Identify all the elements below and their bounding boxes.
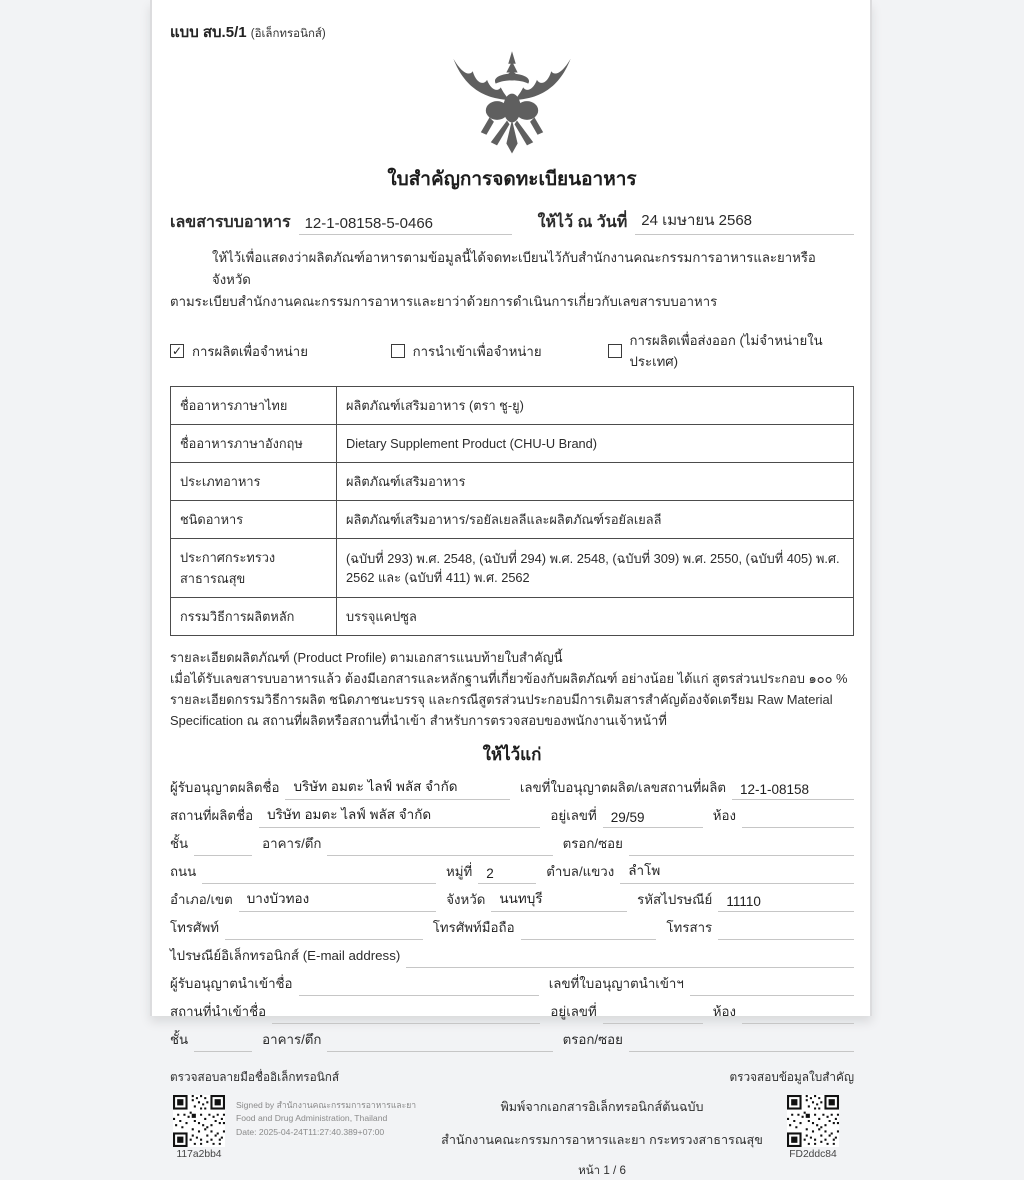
checkbox-label: การนำเข้าเพื่อจำหน่าย — [412, 343, 542, 359]
checkbox-produce-for-sale — [170, 341, 391, 362]
import-room-value — [742, 1021, 854, 1024]
house-no-label: อยู่เลขที่ — [550, 807, 597, 823]
form-code — [170, 20, 854, 44]
building-value — [327, 853, 552, 856]
field-row-phone — [170, 913, 854, 940]
verify-signature-label: ตรวจสอบลายมือชื่ออิเล็กทรอนิกส์ — [170, 1069, 340, 1084]
footer-right — [784, 1095, 854, 1160]
checkbox-import-for-sale — [391, 341, 608, 362]
notes-section — [170, 648, 854, 732]
alley-label: ตรอก/ซอย — [562, 835, 623, 851]
import-floor-label: ชั้น — [170, 1031, 189, 1047]
grant-heading: ให้ไว้แก่ — [482, 744, 542, 764]
product-details-table — [170, 386, 854, 636]
checkbox-label: การผลิตเพื่อจำหน่าย — [192, 343, 308, 359]
license-no-label: เลขที่ใบอนุญาตผลิต/เลขสถานที่ผลิต — [519, 779, 726, 795]
table-row — [171, 387, 854, 425]
field-row-producer — [170, 773, 854, 800]
floor-label: ชั้น — [170, 835, 189, 851]
province-label: จังหวัด — [446, 891, 486, 907]
row-value: ผลิตภัณฑ์เสริมอาหาร/รอยัลเยลลีและผลิตภัณฑ์รอยัลเยลลี — [337, 501, 854, 539]
building-label: อาคาร/ตึก — [262, 835, 322, 851]
table-row — [171, 425, 854, 463]
subdistrict-value: ลำโพ — [620, 859, 854, 884]
verify-captions — [170, 1068, 854, 1087]
form-code-suffix: (อิเล็กทรอนิกส์) — [250, 28, 326, 40]
signed-line-1: Signed by สำนักงานคณะกรรมการอาหารและยา — [236, 1099, 417, 1110]
table-row — [171, 539, 854, 598]
site-name-value: บริษัท อมตะ ไลฟ์ พลัส จำกัด — [259, 803, 540, 828]
alley-value — [629, 853, 854, 856]
document-page — [150, 0, 872, 1177]
signed-line-2: Food and Drug Administration, Thailand — [236, 1113, 388, 1124]
row-label: ชนิดอาหาร — [171, 501, 337, 539]
reg-no-value: 12-1-08158-5-0466 — [299, 215, 512, 235]
table-row — [171, 463, 854, 501]
signed-line-3: Date: 2025-04-24T11:27:40.389+07:00 — [236, 1126, 385, 1137]
intro-paragraph — [170, 247, 854, 312]
reg-no-label: เลขสารบบอาหาร — [170, 214, 291, 231]
mobile-label: โทรศัพท์มือถือ — [432, 919, 515, 935]
check-mark-icon: ✓ — [171, 344, 183, 359]
import-license-value — [690, 993, 854, 996]
import-site-value — [272, 1021, 540, 1024]
footer-center-line-1: พิมพ์จากเอกสารอิเล็กทรอนิกส์ต้นฉบับ — [500, 1099, 704, 1114]
postcode-value: 11110 — [718, 894, 854, 912]
field-row-district — [170, 885, 854, 912]
digital-signature-text — [236, 1095, 416, 1160]
site-name-label: สถานที่ผลิตชื่อ — [170, 807, 254, 823]
importer-name-label: ผู้รับอนุญาตนำเข้าชื่อ — [170, 975, 293, 991]
registration-line — [170, 208, 854, 235]
row-label: ประเภทอาหาร — [171, 463, 337, 501]
license-type-checkboxes — [170, 330, 854, 372]
garuda-emblem-icon — [170, 50, 854, 156]
intro-line-1: ให้ไว้เพื่อแสดงว่าผลิตภัณฑ์อาหารตามข้อมูลนี้ได้จดทะเบียนไว้กับสำนักงานคณะกรรมการอาหารและยาหรือจังหวัด — [212, 250, 816, 287]
import-alley-label: ตรอก/ซอย — [562, 1031, 623, 1047]
import-building-label: อาคาร/ตึก — [262, 1031, 322, 1047]
road-label: ถนน — [170, 863, 197, 879]
road-value — [202, 881, 436, 884]
subdistrict-label: ตำบล/แขวง — [546, 863, 615, 879]
importer-name-value — [299, 993, 539, 996]
field-row-site — [170, 801, 854, 828]
import-building-value — [327, 1049, 552, 1052]
producer-name-value: บริษัท อมตะ ไลฟ์ พลัส จำกัด — [285, 775, 509, 800]
signature-qr-caption: 117a2bb4 — [176, 1148, 222, 1160]
field-row-email — [170, 941, 854, 968]
producer-name-label: ผู้รับอนุญาตผลิตชื่อ — [170, 779, 280, 795]
floor-value — [194, 853, 252, 856]
import-house-no-label: อยู่เลขที่ — [550, 1003, 597, 1019]
footer-center — [420, 1095, 784, 1180]
import-room-label: ห้อง — [712, 1003, 736, 1019]
unchecked-checkbox-icon — [608, 344, 622, 358]
province-value: นนทบุรี — [491, 887, 627, 912]
issued-date-label: ให้ไว้ ณ วันที่ — [537, 214, 628, 231]
district-label: อำเภอ/เขต — [170, 891, 233, 907]
qr-code-icon — [173, 1095, 225, 1147]
field-row-floor — [170, 829, 854, 856]
checkbox-label: การผลิตเพื่อส่งออก (ไม่จำหน่ายในประเทศ) — [629, 333, 823, 370]
verify-qr-caption: FD2ddc84 — [789, 1148, 837, 1160]
moo-label: หมู่ที่ — [445, 863, 473, 879]
field-row-import-site — [170, 997, 854, 1024]
document-title: ใบสำคัญการจดทะเบียนอาหาร — [387, 169, 637, 190]
row-label: ชื่ออาหารภาษาอังกฤษ — [171, 425, 337, 463]
intro-line-2: ตามระเบียบสำนักงานคณะกรรมการอาหารและยาว่าด้วยการดำเนินการเกี่ยวกับเลขสารบบอาหาร — [170, 293, 718, 309]
fax-value — [718, 937, 854, 940]
footer-center-line-2: สำนักงานคณะกรรมการอาหารและยา กระทรวงสาธารณสุข — [441, 1132, 763, 1147]
table-row — [171, 501, 854, 539]
verify-data-label: ตรวจสอบข้อมูลใบสำคัญ — [729, 1069, 854, 1084]
signature-qr-block — [170, 1095, 228, 1160]
import-site-label: สถานที่นำเข้าชื่อ — [170, 1003, 267, 1019]
qr-code-icon — [787, 1095, 839, 1147]
note-body: เมื่อได้รับเลขสารบบอาหารแล้ว ต้องมีเอกสารและหลักฐานที่เกี่ยวข้องกับผลิตภัณฑ์ อย่างน้อย ได้แก่ สูตรส่วนประกอบ ๑๐๐ % รายละเอียดกรรมวิธีการผลิต ชนิดภาชนะบรรจุ และกรณีสูตรส่วนประกอบมีการเติมสารสำคัญต้องจัดเตรียม Raw Material Specification ณ สถานที่ผลิตหรือสถานที่นำเข้า สำหรับการตรวจสอบของพนักงานเจ้าหน้าที่ — [170, 671, 848, 729]
row-label: ประกาศกระทรวงสาธารณสุข — [171, 539, 337, 598]
room-label: ห้อง — [712, 807, 736, 823]
row-value: ผลิตภัณฑ์เสริมอาหาร — [337, 463, 854, 501]
license-no-value: 12-1-08158 — [732, 782, 854, 800]
mobile-value — [521, 937, 657, 940]
unchecked-checkbox-icon — [391, 344, 405, 358]
row-label: ชื่ออาหารภาษาไทย — [171, 387, 337, 425]
import-alley-value — [629, 1049, 854, 1052]
row-label: กรรมวิธีการผลิตหลัก — [171, 598, 337, 636]
email-value — [406, 965, 854, 968]
issued-date-value: 24 เมษายน 2568 — [635, 208, 854, 235]
row-value: ผลิตภัณฑ์เสริมอาหาร (ตรา ชู-ยู) — [337, 387, 854, 425]
phone-value — [225, 937, 423, 940]
import-license-label: เลขที่ใบอนุญาตนำเข้าฯ — [548, 975, 684, 991]
fax-label: โทรสาร — [666, 919, 713, 935]
checkbox-produce-for-export — [608, 330, 854, 372]
phone-label: โทรศัพท์ — [170, 919, 220, 935]
page-number: หน้า 1 / 6 — [578, 1163, 626, 1177]
moo-value: 2 — [478, 866, 536, 884]
postcode-label: รหัสไปรษณีย์ — [637, 891, 713, 907]
field-row-import-floor — [170, 1025, 854, 1052]
field-row-road — [170, 857, 854, 884]
row-value: (ฉบับที่ 293) พ.ศ. 2548, (ฉบับที่ 294) พ.ศ. 2548, (ฉบับที่ 309) พ.ศ. 2550, (ฉบับที่ 405) พ.ศ. 2562 และ (ฉบับที่ 411) พ.ศ. 2562 — [337, 539, 854, 598]
form-code-label: แบบ สบ.5/1 — [170, 24, 247, 41]
table-row — [171, 598, 854, 636]
email-label: ไปรษณีย์อิเล็กทรอนิกส์ (E-mail address) — [170, 947, 401, 963]
field-row-importer — [170, 969, 854, 996]
house-no-value: 29/59 — [603, 810, 703, 828]
footer — [170, 1095, 854, 1180]
row-value: Dietary Supplement Product (CHU-U Brand) — [337, 425, 854, 463]
footer-left — [170, 1095, 420, 1160]
import-house-no-value — [603, 1021, 703, 1024]
verify-qr-block — [784, 1095, 842, 1160]
checked-checkbox-icon — [170, 344, 184, 358]
import-floor-value — [194, 1049, 252, 1052]
district-value: บางบัวทอง — [239, 887, 437, 912]
room-value — [742, 825, 854, 828]
row-value: บรรจุแคปซูล — [337, 598, 854, 636]
note-line-1: รายละเอียดผลิตภัณฑ์ (Product Profile) ตามเอกสารแนบท้ายใบสำคัญนี้ — [170, 650, 563, 666]
